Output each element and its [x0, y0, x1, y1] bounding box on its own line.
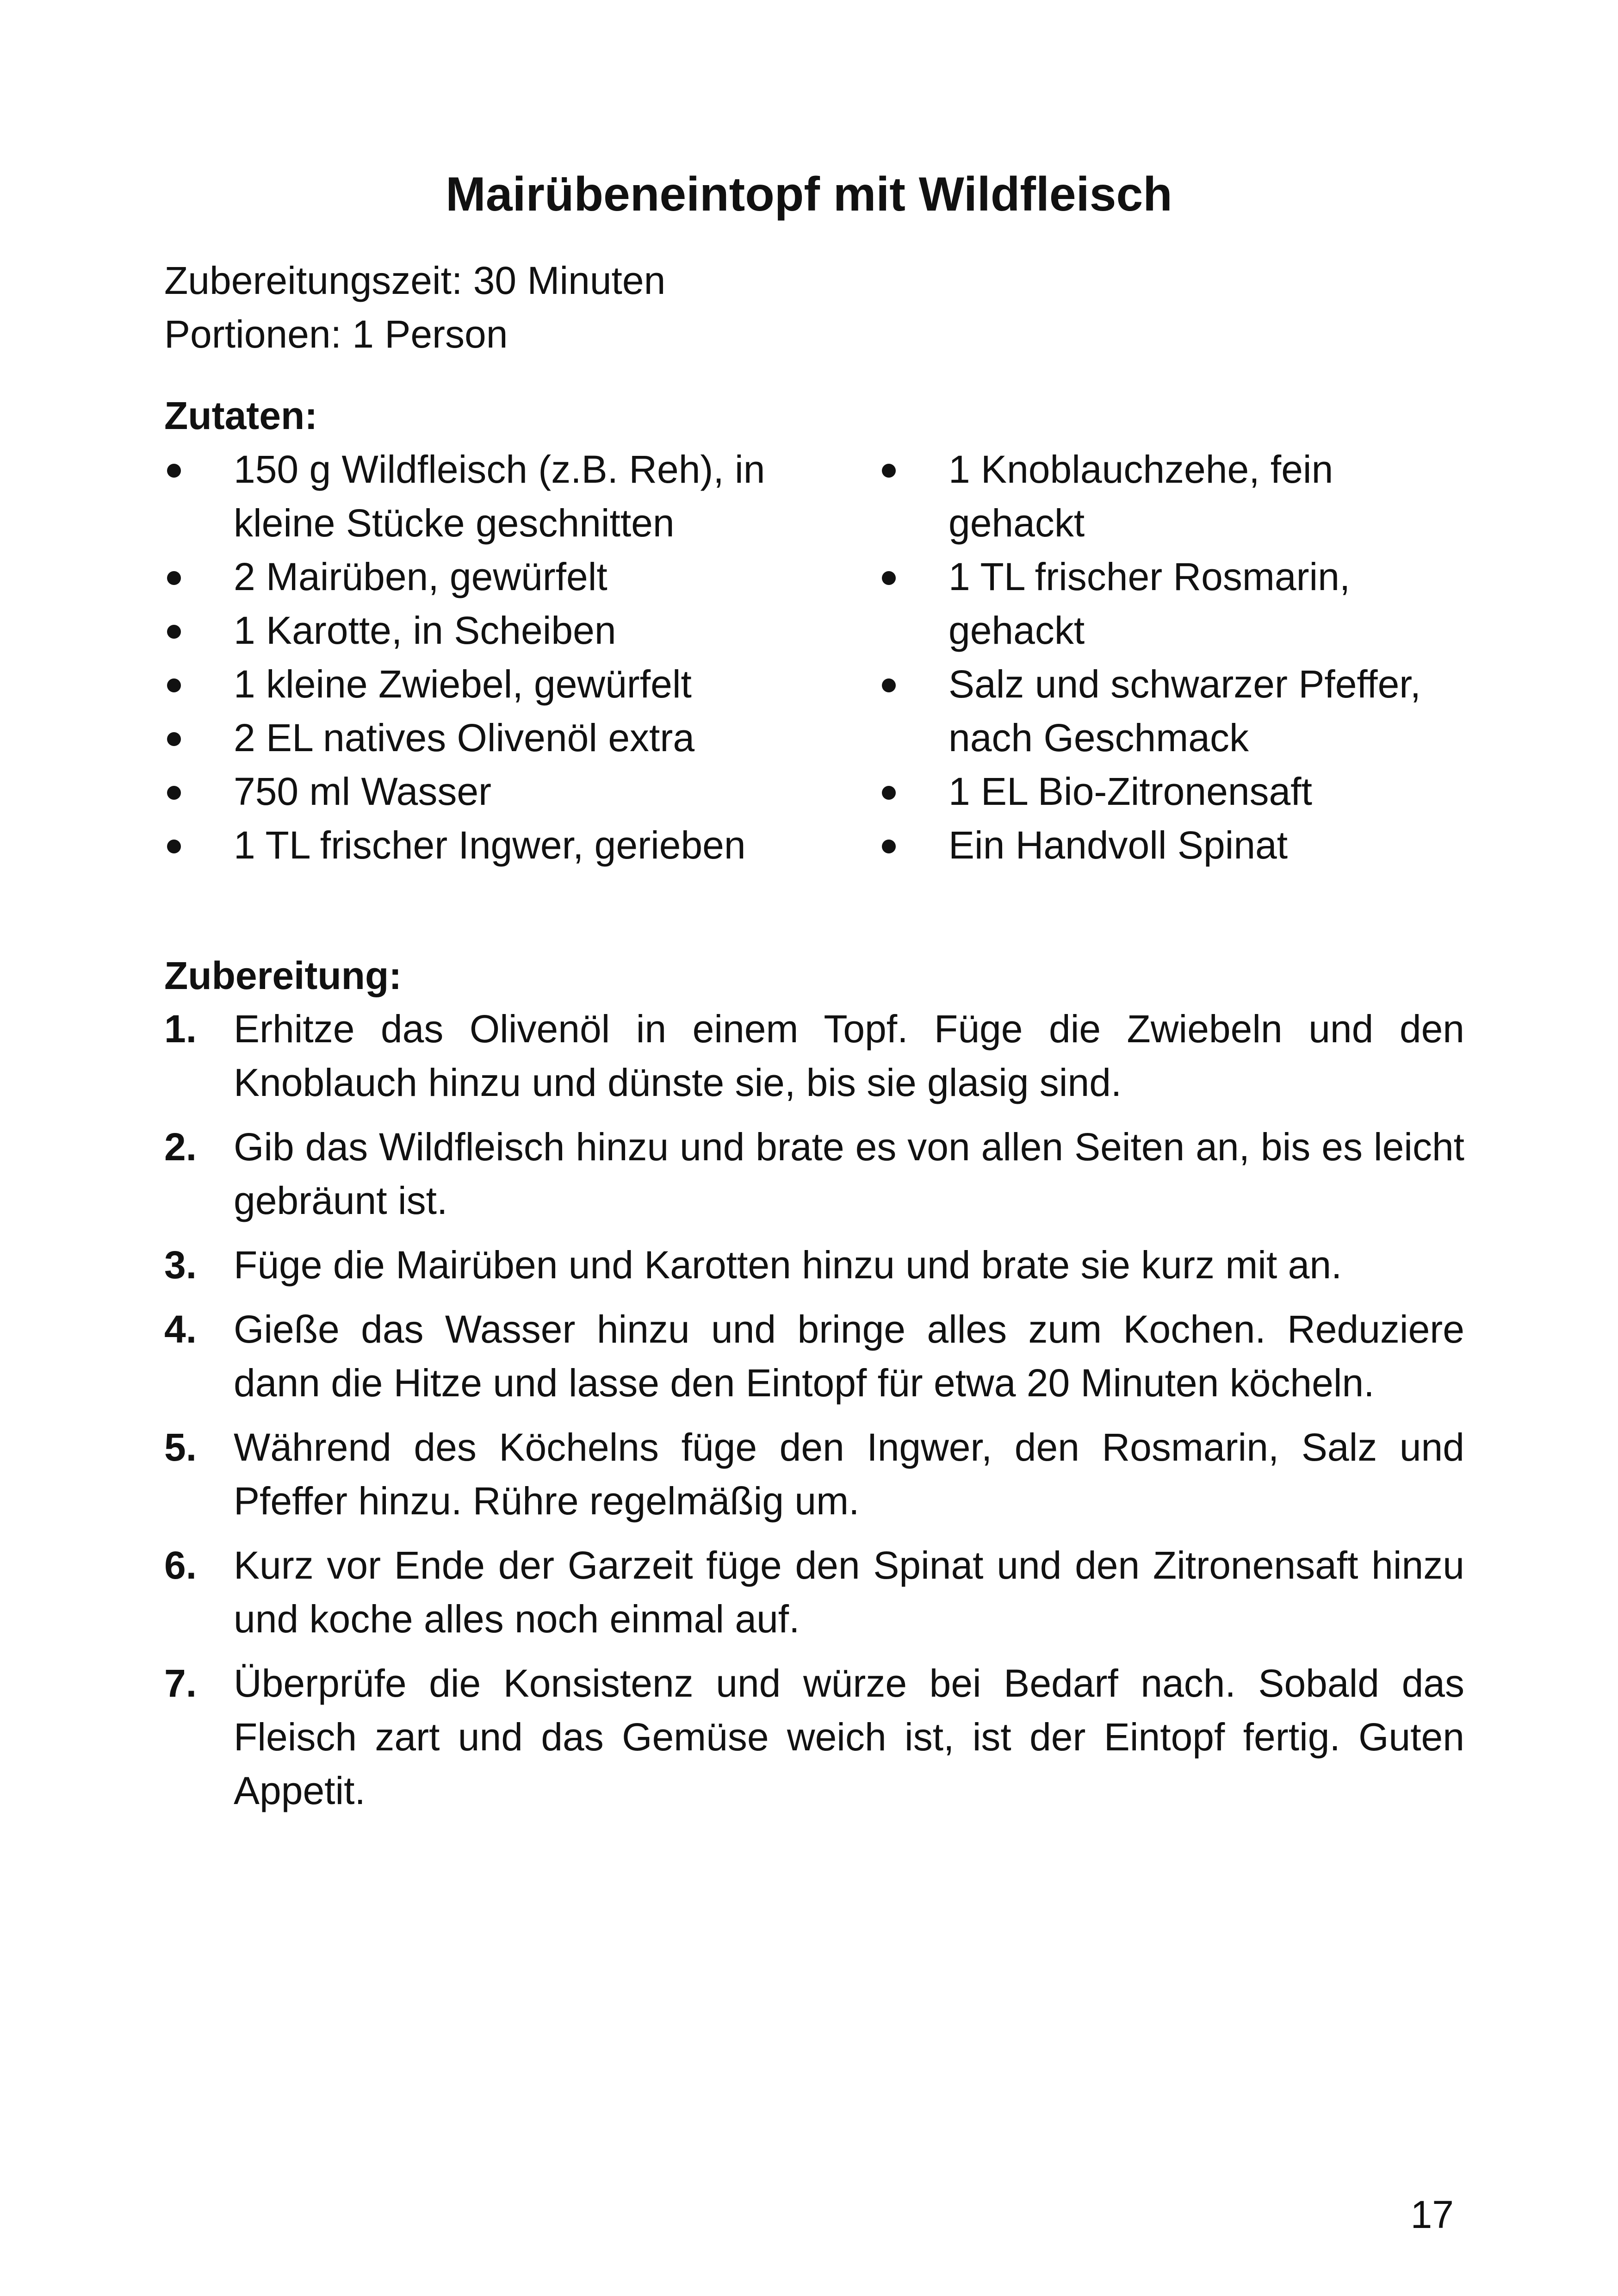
- preparation-heading: Zubereitung:: [164, 954, 402, 997]
- list-item: [879, 550, 1462, 657]
- bullet-icon: [882, 464, 896, 478]
- step-item: [164, 1656, 1464, 1817]
- bullet-icon: [167, 678, 181, 692]
- step-item: [164, 1420, 1464, 1528]
- step-number: 6.: [164, 1543, 197, 1587]
- step-item: [164, 1120, 1464, 1227]
- step-text: Erhitze das Olivenöl in einem Topf. Füge die Zwiebeln und den Knoblauch hinzu und dünste sie, bis sie glasig sind.: [234, 1007, 1464, 1104]
- list-item: [879, 765, 1462, 818]
- step-number: 1.: [164, 1007, 197, 1051]
- list-item: [164, 442, 821, 550]
- preparation-steps: [164, 1002, 1464, 1828]
- bullet-icon: [167, 840, 181, 853]
- ingredient-text: Ein Handvoll Spinat: [948, 823, 1288, 867]
- bullet-icon: [167, 464, 181, 478]
- step-text: Überprüfe die Konsistenz und würze bei Bedarf nach. Sobald das Fleisch zart und das Gemüse weich ist, ist der Eintopf fertig. Guten Appetit.: [234, 1661, 1464, 1812]
- bullet-icon: [167, 732, 181, 746]
- recipe-meta: [164, 254, 665, 361]
- bullet-icon: [882, 571, 896, 585]
- step-text: Füge die Mairüben und Karotten hinzu und brate sie kurz mit an.: [234, 1243, 1342, 1287]
- ingredient-text: 1 TL frischer Ingwer, gerieben: [234, 823, 746, 867]
- list-item: [164, 818, 821, 872]
- step-item: [164, 1238, 1464, 1292]
- list-item: [164, 765, 821, 818]
- ingredient-text: 2 EL natives Olivenöl extra: [234, 716, 695, 759]
- bullet-icon: [167, 571, 181, 585]
- page-number: 17: [1410, 2193, 1454, 2236]
- step-item: [164, 1002, 1464, 1109]
- ingredients-heading: Zutaten:: [164, 394, 318, 437]
- step-item: [164, 1538, 1464, 1646]
- ingredient-text: 1 kleine Zwiebel, gewürfelt: [234, 662, 692, 706]
- step-text: Kurz vor Ende der Garzeit füge den Spinat und den Zitronensaft hinzu und koche alles noch einmal auf.: [234, 1543, 1464, 1641]
- step-number: 5.: [164, 1425, 197, 1469]
- bullet-icon: [882, 840, 896, 853]
- step-number: 3.: [164, 1243, 197, 1287]
- step-item: [164, 1302, 1464, 1410]
- recipe-title: Mairübeneintopf mit Wildfleisch: [446, 168, 1172, 221]
- ingredient-text: 150 g Wildfleisch (z.B. Reh), in kleine Stücke geschnitten: [234, 448, 765, 545]
- prep-time: Zubereitungszeit: 30 Minuten: [164, 259, 666, 302]
- list-item: [164, 550, 821, 604]
- servings: Portionen: 1 Person: [164, 312, 508, 356]
- step-number: 2.: [164, 1125, 197, 1169]
- list-item: [164, 604, 821, 657]
- ingredient-text: 2 Mairüben, gewürfelt: [234, 555, 608, 598]
- bullet-icon: [882, 678, 896, 692]
- step-text: Gib das Wildfleisch hinzu und brate es von allen Seiten an, bis es leicht gebräunt ist.: [234, 1125, 1464, 1222]
- ingredient-text: 1 Karotte, in Scheiben: [234, 609, 616, 652]
- bullet-icon: [167, 786, 181, 800]
- step-number: 4.: [164, 1307, 197, 1351]
- list-item: [164, 657, 821, 711]
- step-text: Während des Köchelns füge den Ingwer, den Rosmarin, Salz und Pfeffer hinzu. Rühre regelmäßig um.: [234, 1425, 1464, 1523]
- list-item: [164, 711, 821, 765]
- ingredient-text: 1 Knoblauchzehe, fein gehackt: [948, 448, 1333, 545]
- bullet-icon: [167, 625, 181, 639]
- list-item: [879, 657, 1462, 765]
- ingredient-text: 1 TL frischer Rosmarin, gehackt: [948, 555, 1351, 652]
- ingredient-text: 750 ml Wasser: [234, 770, 492, 813]
- step-text: Gieße das Wasser hinzu und bringe alles zum Kochen. Reduziere dann die Hitze und lasse den Eintopf für etwa 20 Minuten köcheln.: [234, 1307, 1464, 1405]
- ingredients-list-right: [879, 442, 1462, 872]
- ingredients-list-left: [164, 442, 821, 872]
- step-number: 7.: [164, 1661, 197, 1705]
- bullet-icon: [882, 786, 896, 800]
- list-item: [879, 442, 1462, 550]
- ingredient-text: 1 EL Bio-Zitronensaft: [948, 770, 1312, 813]
- list-item: [879, 818, 1462, 872]
- ingredient-text: Salz und schwarzer Pfeffer, nach Geschmack: [948, 662, 1421, 759]
